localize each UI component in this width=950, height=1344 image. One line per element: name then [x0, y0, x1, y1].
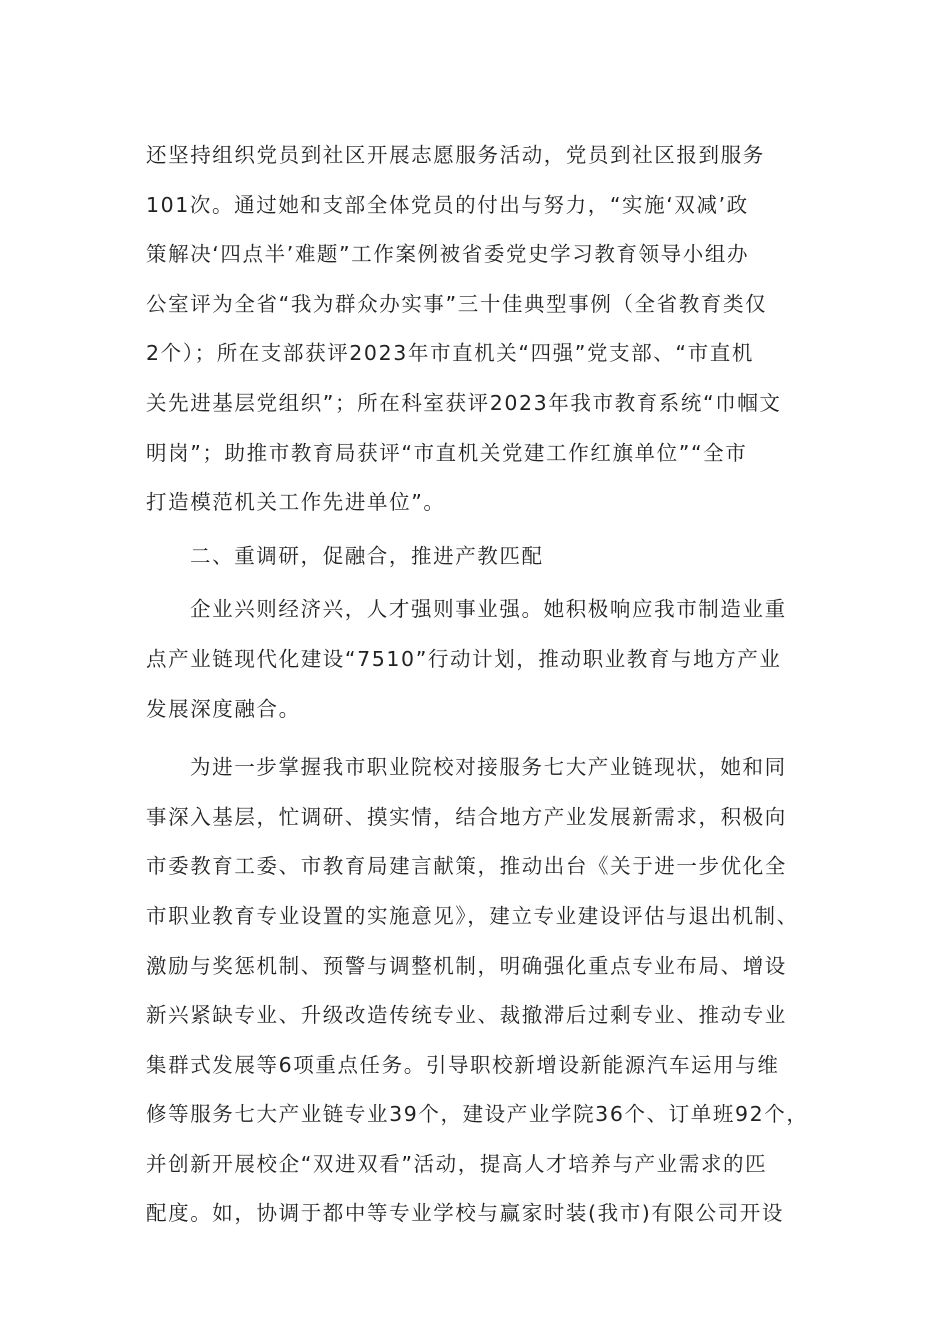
text-line: 市职业教育专业设置的实施意见》，建立专业建设评估与退出机制、 — [146, 903, 799, 928]
text-line: 市委教育工委、市教育局建言献策，推动出台《关于进一步优化全 — [146, 854, 787, 879]
paragraph-industry-integration — [146, 585, 826, 734]
text-line: 打造模范机关工作先进单位”。 — [146, 490, 446, 515]
document-body — [146, 131, 826, 1239]
text-line: 还坚持组织党员到社区开展志愿服务活动，党员到社区报到服务 — [146, 143, 765, 167]
text-line: 公室评为全省“我为群众办实事”三十佳典型事例（全省教育类仅 — [146, 291, 768, 316]
text-line: 并创新开展校企“双进双看”活动，提高人才培养与产业需求的匹 — [146, 1151, 768, 1176]
text-line: 发展深度融合。 — [146, 696, 301, 721]
text-line: 关先进基层党组织”；所在科室获评2023年我市教育系统“巾帼文 — [146, 390, 782, 415]
text-line: 修等服务七大产业链专业39个，建设产业学院36个、订单班92个， — [146, 1102, 809, 1127]
text-line: 策解决‘四点半’难题”工作案例被省委党史学习教育领导小组办 — [146, 242, 750, 267]
text-line: 集群式发展等6项重点任务。引导职校新增设新能源汽车运用与维 — [146, 1052, 780, 1077]
text-line: 新兴紧缺专业、升级改造传统专业、裁撤滞后过剩专业、推动专业 — [146, 1003, 787, 1028]
text-line: 为进一步掌握我市职业院校对接服务七大产业链现状，她和同 — [190, 755, 787, 780]
text-line: 明岗”；助推市教育局获评“市直机关党建工作红旗单位”“全市 — [146, 440, 748, 465]
text-line: 激励与奖惩机制、预警与调整机制，明确强化重点专业布局、增设 — [146, 953, 787, 978]
text-line: 事深入基层，忙调研、摸实情，结合地方产业发展新需求，积极向 — [146, 804, 787, 829]
text-line: 配度。如，协调于都中等专业学校与赢家时装(我市)有限公司开设 — [146, 1201, 784, 1226]
text-line: 101次。通过她和支部全体党员的付出与努力，“实施‘双减’政 — [146, 192, 749, 217]
section-heading: 二、重调研，促融合，推进产教匹配 — [190, 543, 544, 568]
text-line: 企业兴则经济兴，人才强则事业强。她积极响应我市制造业重 — [190, 597, 787, 622]
text-line: 点产业链现代化建设“7510”行动计划，推动职业教育与地方产业 — [146, 646, 782, 671]
text-line: 2个）；所在支部获评2023年市直机关“四强”党支部、“市直机 — [146, 341, 754, 366]
paragraph-research-policy — [146, 743, 826, 1239]
paragraph-party-service — [146, 131, 826, 528]
